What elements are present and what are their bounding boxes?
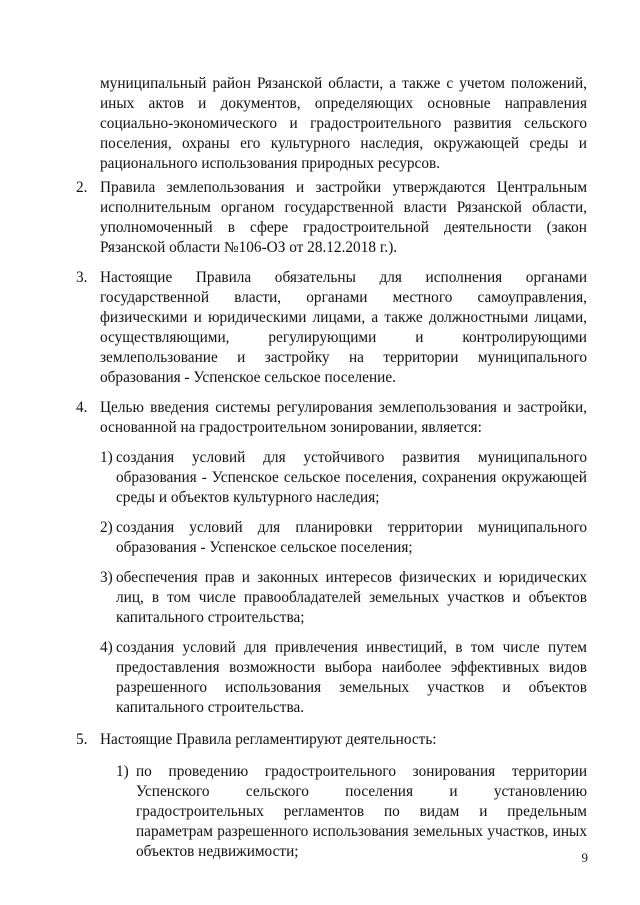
item-4-sub-3-text: обеспечения прав и законных интересов физических и юридических лиц, в том числе правообладателей земельных участков и объектов капитального строительства; (116, 569, 587, 626)
item-4-text: Целью введения системы регулирования землепользования и застройки, основанной на градостроительном зонировании, является: (100, 399, 587, 436)
item-2-text: Правила землепользования и застройки утверждаются Центральным исполнительным органом государственной власти Рязанской области, уполномоченный в сфере градостроительной деятельности (закон Рязанской области №106-ОЗ от 28.12.2018 г.). (100, 179, 587, 256)
item-4-sub-1-text: создания условий для устойчивого развития муниципального образования - Успенское сельское поселения, сохранения окружающей среды и объектов культурного наследия; (116, 449, 587, 506)
item-5-number: 5. (76, 731, 88, 748)
page-number: 9 (581, 850, 588, 865)
intro-paragraph: муниципальный район Рязанской области, а также с учетом положений, иных актов и документов, определяющих основные направления социально-экономического и градостроительного развития сельского поселения, охраны его культурного наследия, окружающей среды и рационального использования природных ресурсов. (100, 75, 587, 172)
item-4-number: 4. (76, 399, 88, 416)
item-2-number: 2. (76, 179, 88, 196)
item-5-text: Настоящие Правила регламентируют деятельность: (100, 731, 437, 748)
item-4-sub-2-number: 2) (100, 519, 113, 536)
item-4-sub-1-number: 1) (100, 449, 113, 466)
item-4-sub-2-text: создания условий для планировки территории муниципального образования - Успенское сельское поселения; (116, 519, 587, 556)
item-4-sub-3-number: 3) (100, 569, 113, 586)
item-3-text: Настоящие Правила обязательны для исполнения органами государственной власти, органами местного самоуправления, физическими и юридическими лицами, а также должностными лицами, осуществляющими, регулирующими и контролирующими землепользование и застройку на территории муниципального образования - Успенское сельское поселение. (100, 269, 587, 386)
item-4-sub-4-text: создания условий для привлечения инвестиций, в том числе путем предоставления возможности выбора наиболее эффективных видов разрешенного использования земельных участков и объектов капитального строительства. (116, 639, 587, 716)
item-3-number: 3. (76, 269, 88, 286)
item-4-sub-4-number: 4) (100, 639, 113, 656)
item-5-sub-1-text: по проведению градостроительного зонирования территории Успенского сельского поселения и установлению градостроительных регламентов по видам и предельным параметрам разрешенного использования земельных участков, иных объектов недвижимости; (136, 763, 587, 860)
item-5-sub-1-number: 1) (116, 763, 129, 780)
